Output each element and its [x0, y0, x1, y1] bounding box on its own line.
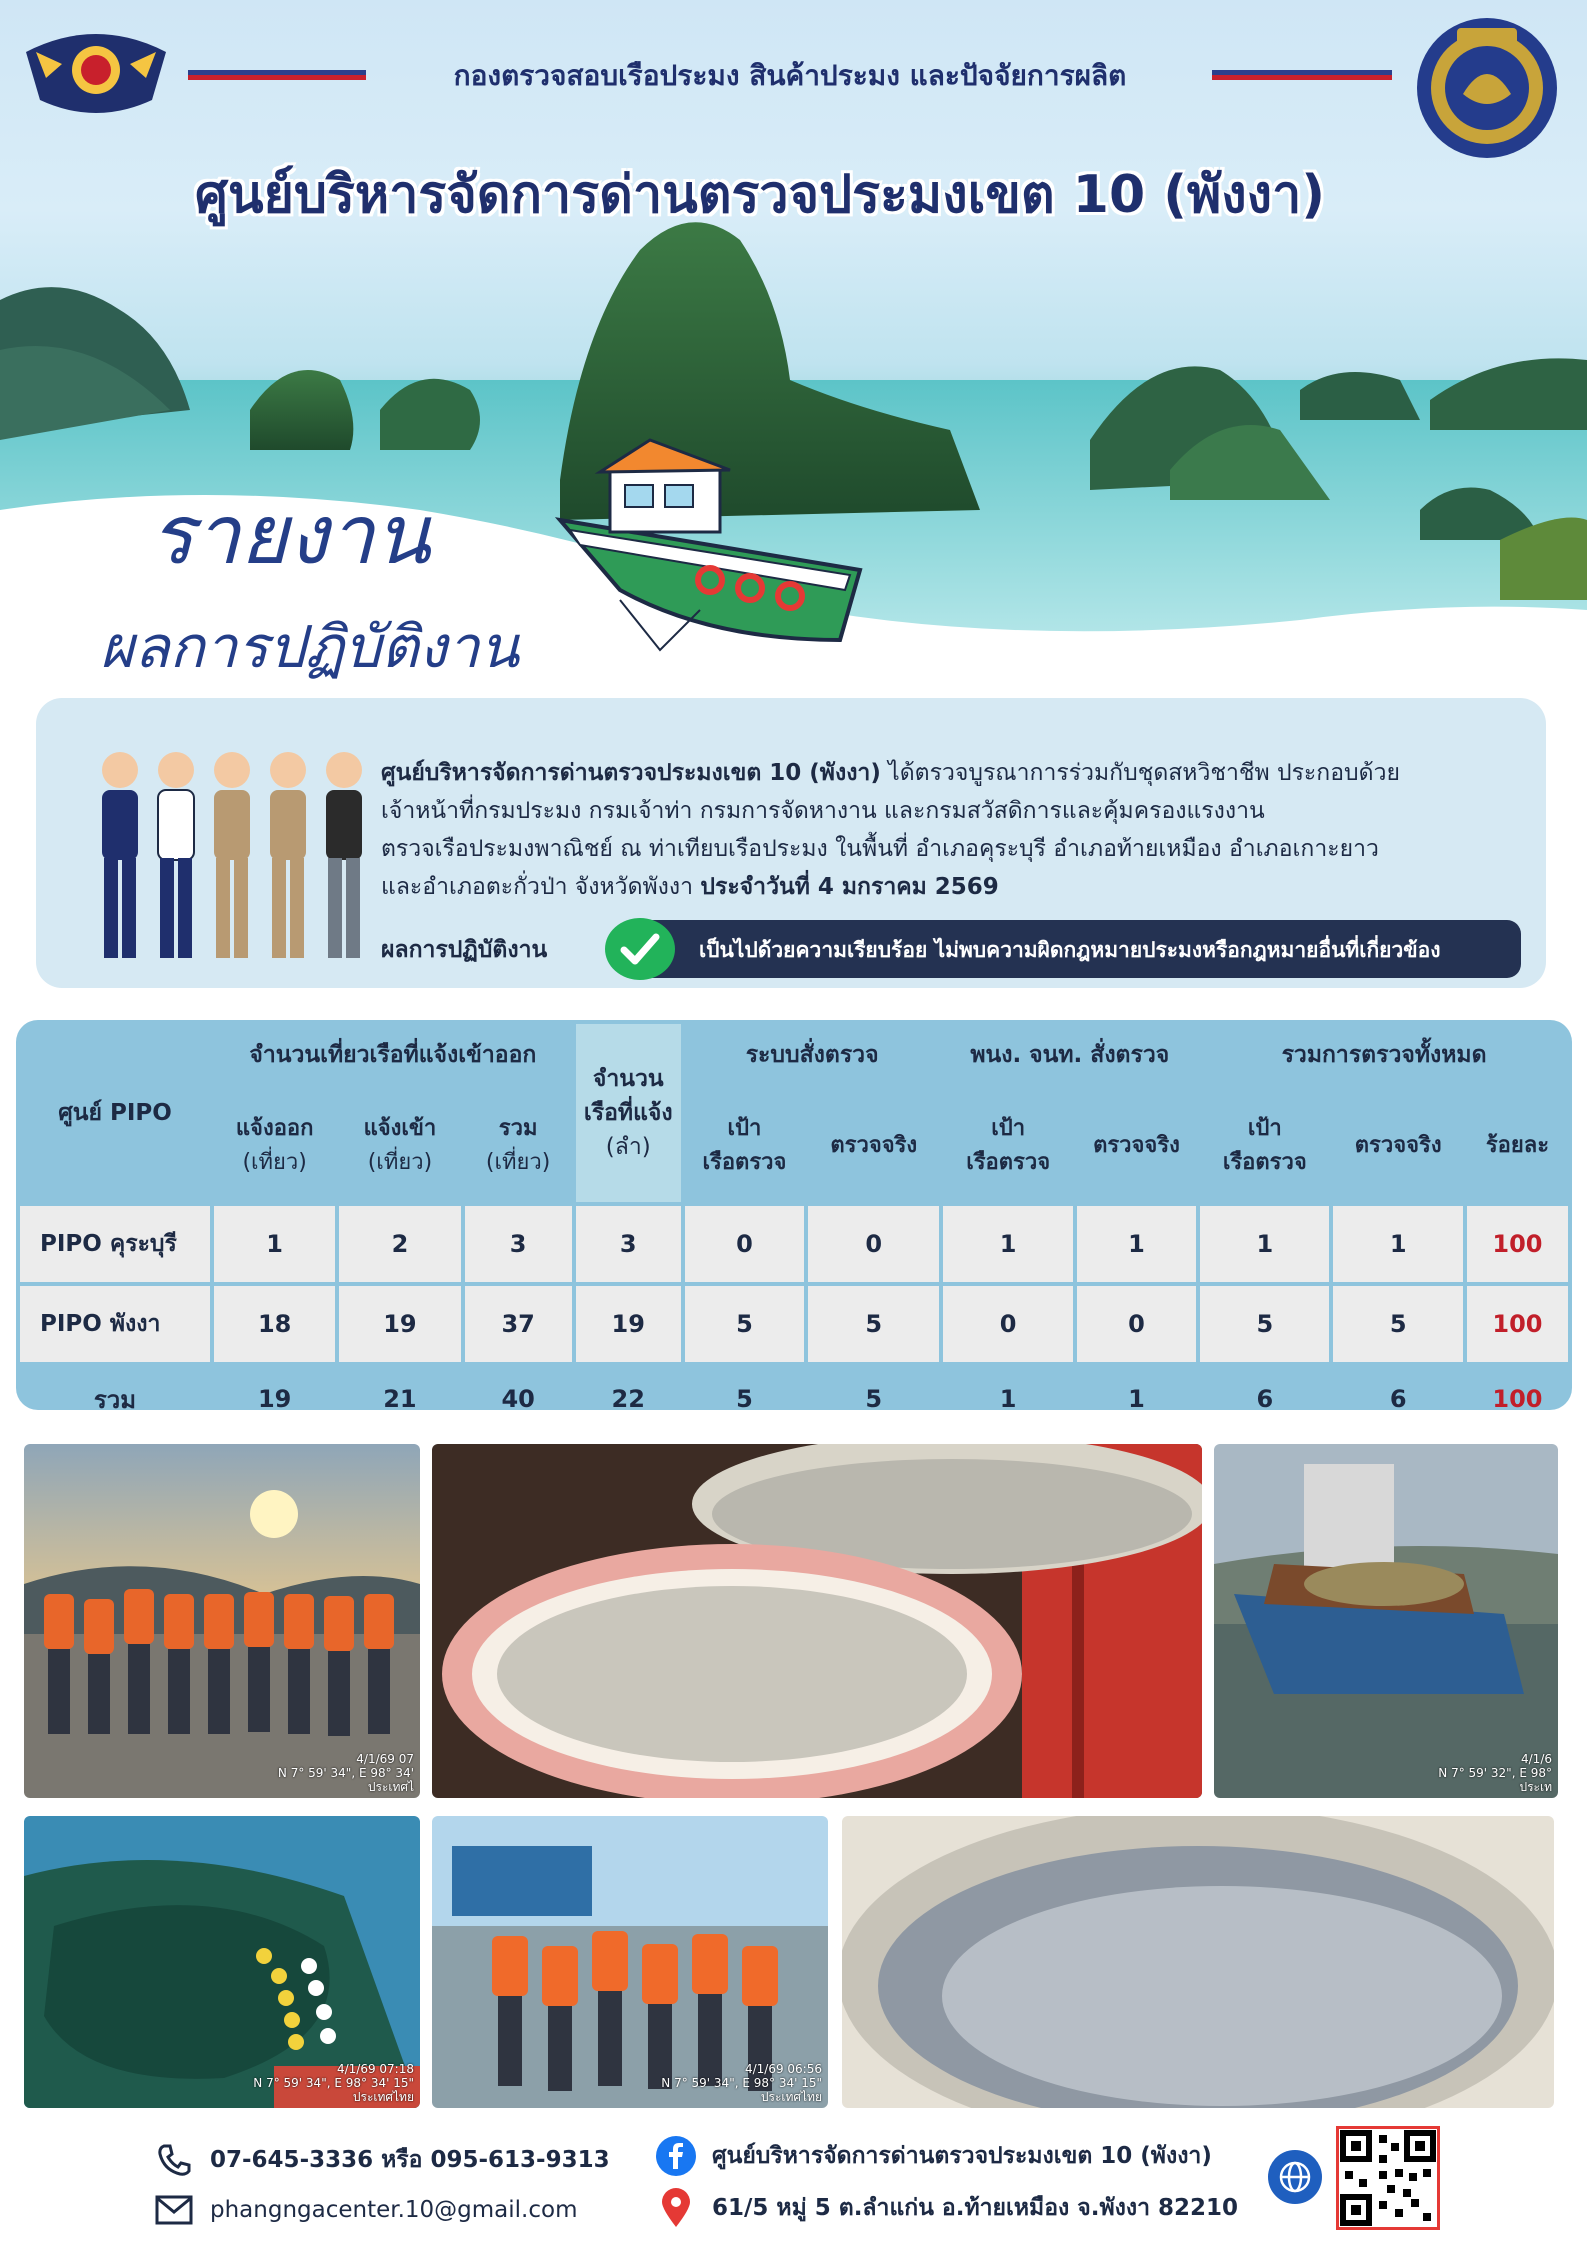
- photo-timestamp: 4/1/69 07:18 N 7° 59' 34", E 98° 34' 15" ประเทศไทย: [253, 2062, 414, 2104]
- table-total-row: [20, 1366, 1568, 1432]
- cell-out: 1: [214, 1206, 335, 1282]
- photo-anchovy-basket-closeup: [842, 1816, 1554, 2108]
- cell-in: 2: [339, 1206, 460, 1282]
- cell-total-actual: 1: [1333, 1206, 1462, 1282]
- description-line-1: ได้ตรวจบูรณาการร่วมกับชุดสหวิชาชีพ ประกอบด้วย: [880, 760, 1400, 786]
- sub-percent: ร้อยละ: [1485, 1133, 1550, 1158]
- sub-system-actual: ตรวจจริง: [830, 1133, 918, 1158]
- total-in: 21: [383, 1385, 417, 1413]
- boats-header-unit: (ลำ): [605, 1134, 651, 1160]
- cell-total-target: 5: [1200, 1286, 1329, 1362]
- photo-fishing-boat: [1214, 1444, 1558, 1798]
- photo-timestamp: 4/1/6 N 7° 59' 32", E 98° ประเท: [1438, 1752, 1552, 1794]
- department-title: กองตรวจสอบเรือประมง สินค้าประมง และปัจจัยการผลิต: [453, 59, 1127, 92]
- total-officer-actual: 1: [1128, 1385, 1145, 1413]
- photo-timestamp: 4/1/69 07 N 7° 59' 34", E 98° 34' ประเทศไ: [277, 1752, 414, 1794]
- contact-address: [654, 2186, 1238, 2230]
- cell-boats: 3: [576, 1206, 681, 1282]
- result-label: ผลการปฏิบัติงาน: [381, 937, 548, 963]
- contact-phone: [152, 2138, 610, 2182]
- photo-team-at-pier-sunrise: [24, 1444, 420, 1798]
- email-text: phangngacenter.10@gmail.com: [210, 2197, 578, 2223]
- cell-percent: 100: [1467, 1206, 1568, 1282]
- table-row: [20, 1286, 1568, 1362]
- report-subheading: ผลการปฏิบัติงาน: [100, 613, 520, 681]
- inspection-stats-table: [16, 1020, 1572, 1414]
- total-out: 19: [257, 1385, 292, 1413]
- center-title: ศูนย์บริหารจัดการด่านตรวจประมงเขต 10 (พังงา): [194, 165, 1326, 225]
- email-icon: [152, 2188, 196, 2232]
- group-system-order: ระบบสั่งตรวจ: [745, 1042, 879, 1068]
- cell-officer-actual: 0: [1077, 1286, 1196, 1362]
- cell-total-actual: 5: [1333, 1286, 1462, 1362]
- cell-system-target: 5: [685, 1286, 804, 1362]
- total-system-target: 5: [736, 1385, 753, 1413]
- cell-percent: 100: [1467, 1286, 1568, 1362]
- group-boats: [576, 1024, 681, 1202]
- row-name: PIPO พังงา: [20, 1286, 210, 1362]
- cell-system-actual: 0: [808, 1206, 939, 1282]
- website-link[interactable]: [1268, 2150, 1336, 2204]
- sub-officer-actual: ตรวจจริง: [1093, 1133, 1180, 1158]
- total-label: รวม: [93, 1385, 137, 1414]
- cell-officer-actual: 1: [1077, 1206, 1196, 1282]
- sub-officer-target: เป้า เรือตรวจ: [966, 1116, 1051, 1175]
- contact-email: [152, 2188, 578, 2232]
- header-stripe-right: [1212, 70, 1392, 80]
- sub-total-target: เป้า เรือตรวจ: [1222, 1116, 1307, 1175]
- facebook-icon: [654, 2134, 698, 2178]
- qr-code[interactable]: [1336, 2126, 1440, 2230]
- total-officer-target: 1: [999, 1385, 1017, 1413]
- check-icon: [605, 918, 675, 980]
- sub-system-target: เป้า เรือตรวจ: [702, 1116, 787, 1175]
- cell-boats: 19: [576, 1286, 681, 1362]
- sub-total-actual: ตรวจจริง: [1354, 1133, 1442, 1158]
- location-pin-icon: [654, 2186, 698, 2230]
- operation-description: [381, 754, 1511, 906]
- boats-header-line2: เรือที่แจ้ง: [583, 1100, 673, 1126]
- report-heading: รายงาน: [150, 488, 431, 583]
- operation-summary-card: [36, 698, 1546, 988]
- cell-officer-target: 0: [943, 1286, 1072, 1362]
- photo-crew-on-boat: [432, 1816, 828, 2108]
- fishery-inspection-logo: [22, 22, 170, 118]
- result-badge: [621, 920, 1521, 978]
- contact-facebook: [654, 2134, 1212, 2178]
- result-row: [381, 918, 1521, 978]
- total-boats: 22: [611, 1385, 645, 1413]
- total-percent: 100: [1492, 1385, 1543, 1413]
- description-line-2: เจ้าหน้าที่กรมประมง กรมเจ้าท่า กรมการจัดหางาน และกรมสวัสดิการและคุ้มครองแรงงาน: [381, 798, 1265, 824]
- total-total-actual: 6: [1389, 1385, 1407, 1413]
- cell-system-actual: 5: [808, 1286, 939, 1362]
- total-total-target: 6: [1256, 1385, 1274, 1413]
- table-row: [20, 1206, 1568, 1282]
- department-of-fisheries-seal: [1413, 14, 1561, 162]
- group-total-inspection: รวมการตรวจทั้งหมด: [1281, 1042, 1487, 1068]
- phone-text: 07-645-3336 หรือ 095-613-9313: [210, 2147, 610, 2173]
- photo-fishing-net-on-deck: [24, 1816, 420, 2108]
- globe-icon[interactable]: [1268, 2150, 1322, 2204]
- cell-out: 18: [214, 1286, 335, 1362]
- multidisciplinary-team-illustration: [88, 740, 388, 970]
- address-text: 61/5 หมู่ 5 ต.ลำแก่น อ.ท้ายเหมือง จ.พังงา 82210: [712, 2195, 1239, 2221]
- cell-total-target: 1: [1200, 1206, 1329, 1282]
- row-name: PIPO คุระบุรี: [20, 1206, 210, 1282]
- cell-in: 19: [339, 1286, 460, 1362]
- cell-sum: 37: [465, 1286, 572, 1362]
- cell-sum: 3: [465, 1206, 572, 1282]
- group-officer-order: พนง. จนท. สั่งตรวจ: [970, 1042, 1170, 1068]
- sub-notify-out: แจ้งออก (เที่ยว): [235, 1116, 314, 1175]
- sub-trip-sum: รวม (เที่ยว): [485, 1116, 551, 1175]
- header-stripe-left: [188, 70, 366, 80]
- col-pipo-center: ศูนย์ PIPO: [58, 1100, 172, 1126]
- group-trips: จำนวนเที่ยวเรือที่แจ้งเข้าออก: [249, 1042, 537, 1068]
- sub-notify-in: แจ้งเข้า (เที่ยว): [363, 1116, 437, 1175]
- total-system-actual: 5: [865, 1385, 883, 1413]
- description-line-3: ตรวจเรือประมงพาณิชย์ ณ ท่าเทียบเรือประมง ในพื้นที่ อำเภอคุระบุรี อำเภอท้ายเหมือง อำเภอเกาะยาว: [381, 836, 1379, 862]
- total-sum: 40: [501, 1385, 535, 1413]
- cell-officer-target: 1: [943, 1206, 1072, 1282]
- cell-system-target: 0: [685, 1206, 804, 1282]
- description-line-4: และอำเภอตะกั่วป่า จังหวัดพังงา: [381, 874, 701, 900]
- photo-timestamp: 4/1/69 06:56 N 7° 59' 34", E 98° 34' 15" ประเทศไทย: [661, 2062, 822, 2104]
- operation-date: ประจำวันที่ 4 มกราคม 2569: [700, 874, 999, 900]
- boats-header-line1: จำนวน: [592, 1066, 664, 1092]
- org-name: ศูนย์บริหารจัดการด่านตรวจประมงเขต 10 (พังงา): [381, 760, 881, 786]
- result-message: เป็นไปด้วยความเรียบร้อย ไม่พบความผิดกฎหมายประมงหรือกฎหมายอื่นที่เกี่ยวข้อง: [699, 938, 1441, 962]
- facebook-page-text: ศูนย์บริหารจัดการด่านตรวจประมงเขต 10 (พังงา): [712, 2143, 1212, 2169]
- photo-baskets-of-anchovy: [432, 1444, 1202, 1798]
- phone-icon: [152, 2138, 196, 2182]
